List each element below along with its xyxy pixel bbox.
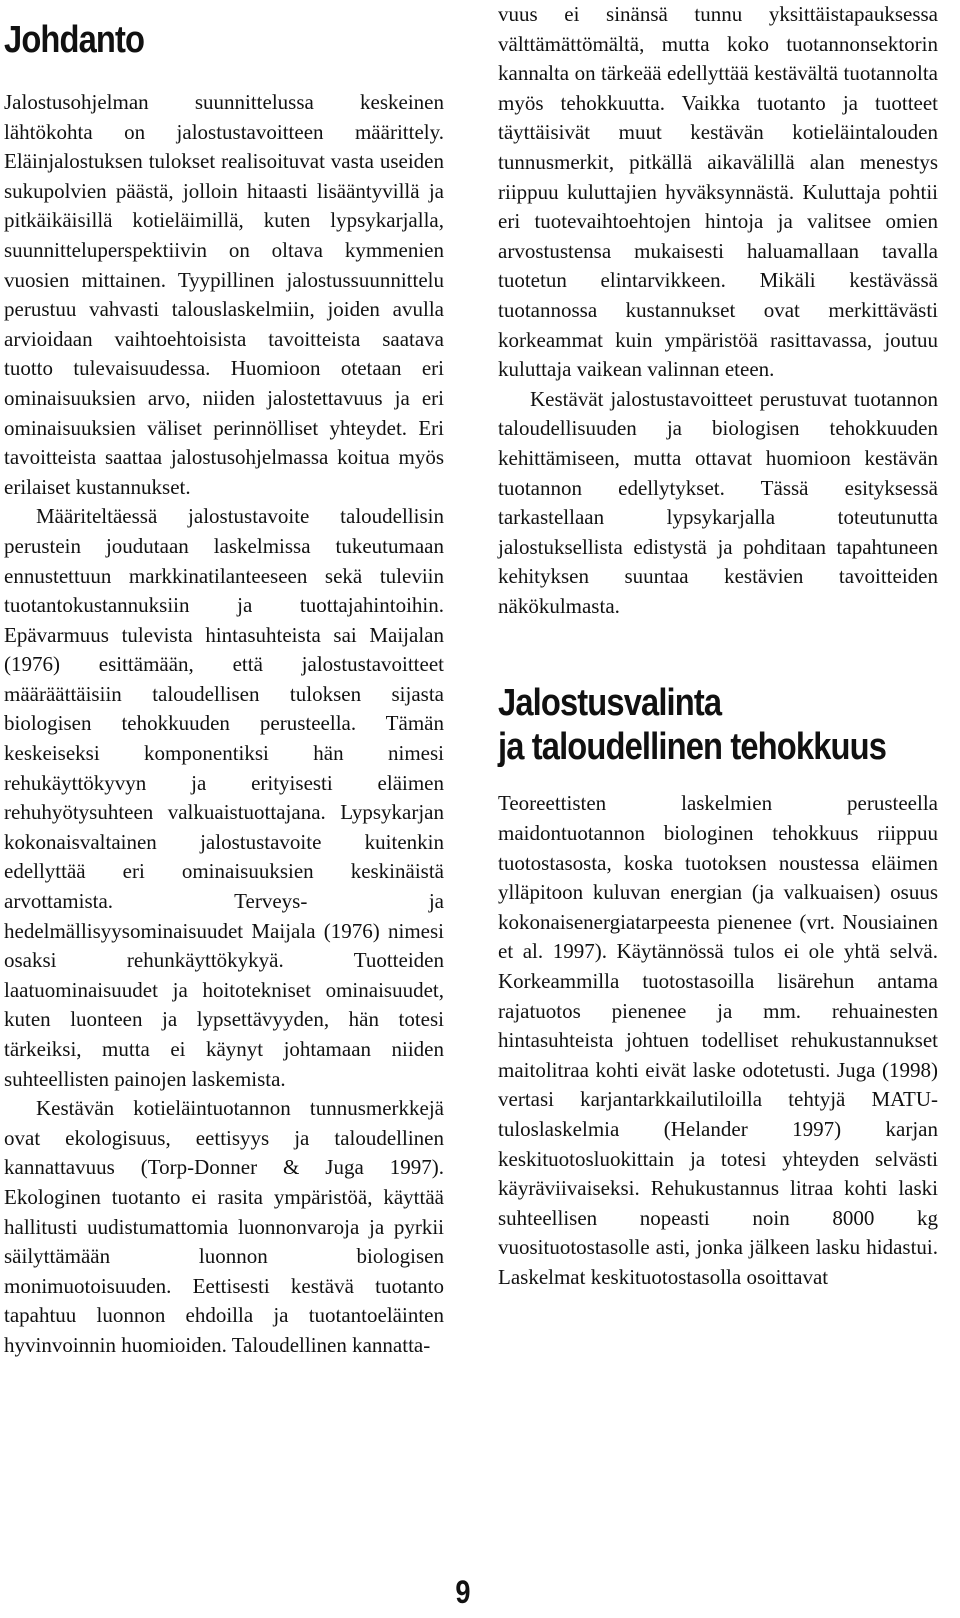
page-number: 9 (455, 1574, 471, 1610)
left-column (4, 0, 444, 1361)
paragraph: Kestävän kotieläintuotannon tunnusmerkkejä ovat ekologisuus, eettisyys ja taloudellinen kannattavuus (Torp-Donner & Juga 1997). Ekologinen tuotanto ei rasita ympäristöä, käyttää hallitusti uudistumattomia luonnonvaroja ja pyrkii säilyttämään luonnon biologisen monimuotoisuuden. Eettisesti kestävä tuotanto tapahtuu luonnon ehdoilla ja tuotantoeläinten hyvinvoinnin huomioiden. Taloudellinen kannatta- (4, 1096, 444, 1357)
paragraph: Jalostusohjelman suunnittelussa keskeinen lähtökohta on jalostustavoitteen määrittely. Eläinjalostuksen tulokset realisoituvat vasta useiden sukupolvien päästä, jolloin hitaasti lisääntyvillä ja pitkäikäisillä kotieläimillä, kuten lypsykarjalla, suunnitteluperspektiivin on oltava kymmenien vuosien mittainen. Tyypillinen jalostussuunnittelu perustuu vahvasti talouslaskelmiin, joiden avulla arvioidaan vaihtoehtoisista tavoitteista saatava tuotto tulevaisuudessa. Huomioon otetaan eri ominaisuuksien arvo, niiden jalostettavuus ja eri ominaisuuksien väliset perinnölliset yhteydet. Eri tavoitteista saattaa jalostusohjelmassa koitua myös erilaiset kustannukset. (4, 90, 444, 499)
paragraph: vuus ei sinänsä tunnu yksittäistapauksessa välttämättömältä, mutta koko tuotannonsektorin kannalta on tärkeää edellyttää kestävältä tuotannolta myös tehokkuutta. Vaikka tuotanto ja tuotteet täyttäisivät muut kestävän kotieläintalouden tunnusmerkit, pitkällä aikavälillä alan menestys riippuu kuluttajien hyväksynnästä. Kuluttaja pohtii eri tuotevaihtoehtojen hintoja ja valitsee omien arvostustensa mukaisesti haluamallaan tavalla tuotetun elintarvikkeen. Mikäli kestävässä tuotannossa kustannukset ovat merkittävästi korkeammat kuin ympäristöä rasittavassa, joutuu kuluttaja vaikean valinnan eteen. (498, 2, 938, 382)
section-heading-line: Jalostusvalinta (498, 682, 722, 725)
section-heading-line: ja taloudellinen tehokkuus (498, 726, 887, 769)
paragraph: Kestävät jalostustavoitteet perustuvat tuotannon taloudellisuuden ja biologisen tehokkuuden kehittämiseen, mutta ottavat huomioon kestävän tuotannon edellytykset. Tässä esityksessä tarkastellaan lypsykarjalla toteutunutta jalostuksellista edistystä ja pohditaan tapahtuneen kehityksen suuntaa kestävien tavoitteiden näkökulmasta. (498, 386, 938, 618)
section-heading-johdanto: Johdanto (4, 19, 145, 61)
paragraph: Teoreettisten laskelmien perusteella maidontuotannon biologinen tehokkuus riippuu tuotostasosta, koska tuotoksen noustessa eläimen ylläpitoon kuluvan energian (ja valkuaisen) osuus kokonaisenergiatarpeesta pienenee (vrt. Nousiainen et al. 1997). Käytännössä tulos ei ole yhtä selvä. Korkeammilla tuotostasoilla lisärehun antama rajatuotos pienenee ja mm. rehuainesten hintasuhteista johtuen todelliset rehukustannukset maitolitraa kohti eivät laske odotetusti. Juga (1998) vertasi karjantarkkailutiloilla tehtyjä MATU-tuloslaskelmia (Helander 1997) karjan keskituotosluokittain ja totesi yhteyden selvästi käyräviivaiseksi. Rehukustannus litraa kohti laski suhteellisen nopeasti noin 8000 kg vuosituotostasolle asti, jonka jälkeen lasku hidastui. Laskelmat keskituotostasolla osoittavat (498, 791, 938, 1289)
right-column (498, 0, 938, 1293)
paragraph: Määriteltäessä jalostustavoite taloudellisin perustein joudutaan laskelmissa tukeutumaan ennustettuun markkinatilanteeseen sekä tuleviin tuotantokustannuksiin ja tuottajahintoihin. Epävarmuus tulevista hintasuhteista sai Maijalan (1976) esittämään, että jalostustavoitteet määräättäisiin taloudellisen tuloksen sijasta biologisen tehokkuuden perusteella. Tämän keskeiseksi komponentiksi hän nimesi rehukäyttökyvyn ja erityisesti eläimen rehuhyötysuhteen valkuaistuottajana. Lypsykarjan kokonaisvaltainen jalostustavoite kuitenkin edellyttää eri ominaisuuksien keskinäistä arvottamista. Terveys- ja hedelmällisyysominaisuudet Maijala (1976) nimesi osaksi rehunkäyttökykyä. Tuotteiden laatuominaisuudet ja hoitotekniset ominaisuudet, kuten luonteen ja lypsettävyyden, hän totesi tärkeiksi, mutta ei käynyt johtamaan niiden suhteellisten painojen laskemista. (4, 504, 444, 1091)
section-heading-jalostusvalinta (498, 681, 938, 769)
